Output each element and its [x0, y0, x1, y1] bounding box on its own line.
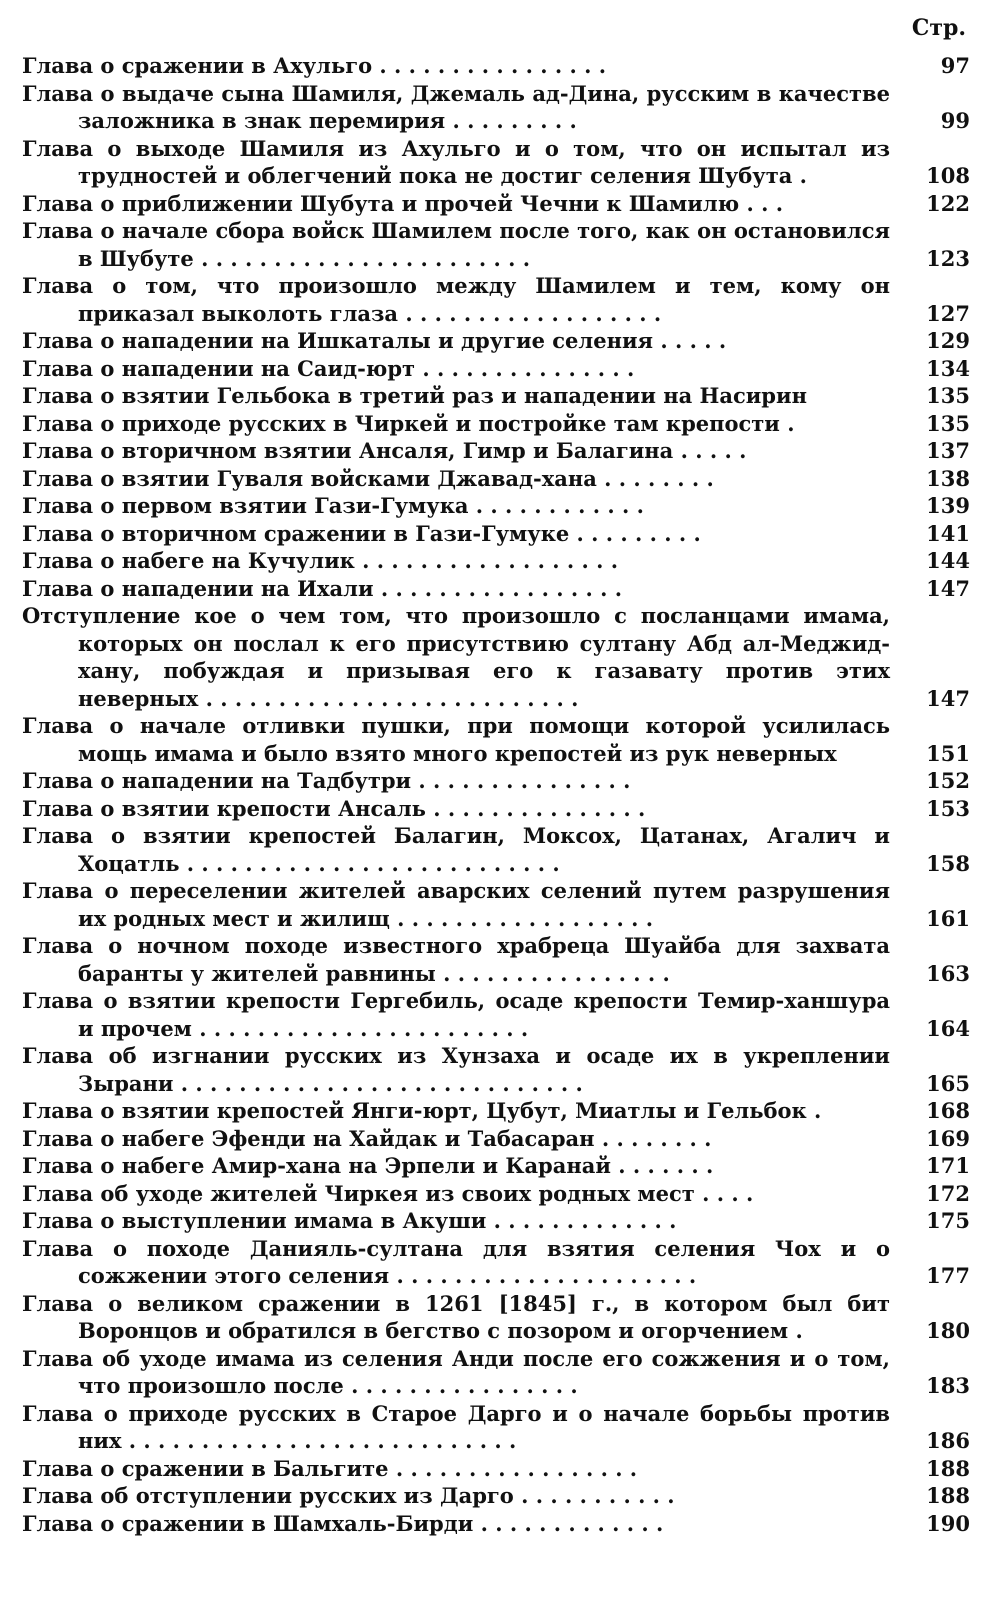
toc-entry-title: Глава о взятии Гельбока в третий раз и нападении на Насирин: [22, 383, 807, 408]
toc-entry-page-number: 161: [926, 905, 970, 931]
toc-entry-title: Глава о приближении Шубута и прочей Чечни к Шамилю . . .: [22, 190, 784, 216]
toc-entry-title: Глава об уходе жителей Чиркея из своих родных мест . . . .: [22, 1180, 754, 1206]
toc-entry-page-number: 152: [926, 768, 970, 793]
toc-entry: [22, 410, 970, 438]
toc-entry-page-number: 175: [926, 1208, 970, 1233]
toc-entry: [22, 437, 970, 465]
toc-entry: [22, 135, 970, 190]
toc-entry-page-number: 135: [926, 410, 970, 436]
toc-entry-title: Глава о сражении в Ахульго . . . . . . . . . . . . . . . .: [22, 53, 607, 78]
toc-entry-page-number: 147: [926, 685, 970, 711]
toc-entry-title: Глава об изгнании русских из Хунзаха и осаде их в укреплении Зырани . . . . . . . . . . . . . . . . . . . . . . . . . . . .: [22, 1043, 890, 1096]
toc-entry: [22, 767, 970, 795]
toc-entry-title: Глава о взятии крепостей Янги-юрт, Цубут, Миатлы и Гельбок .: [22, 1098, 822, 1123]
toc-entry-page-number: 171: [926, 1153, 970, 1178]
toc-entry-title: Глава о ночном походе известного храбреца Шуайба для захвата баранты у жителей равнины . . . . . . . . . . . . . . . .: [22, 933, 890, 986]
toc-entry-title: Глава о взятии крепости Гергебиль, осаде крепости Темир-ханшура и прочем . . . . . . . . . . . . . . . . . . . . . . .: [22, 988, 890, 1041]
toc-entry-page-number: 108: [926, 163, 970, 188]
toc-entry-page-number: 137: [926, 438, 970, 463]
toc-entry-page-number: 169: [926, 1125, 970, 1151]
toc-entry-page-number: 177: [926, 1263, 970, 1288]
toc-entry: [22, 712, 970, 767]
toc-entry-page-number: 134: [926, 355, 970, 381]
toc-entry: [22, 217, 970, 272]
toc-entry-page-number: 135: [926, 383, 970, 408]
toc-entry-page-number: 99: [940, 108, 970, 133]
toc-entry: [22, 1345, 970, 1400]
toc-entry: [22, 1482, 970, 1510]
toc-entry-page-number: 188: [926, 1455, 970, 1481]
toc-entry-title: Глава о выдаче сына Шамиля, Джемаль ад-Дина, русским в качестве заложника в знак перемирия . . . . . . . . .: [22, 80, 890, 133]
toc-entry-page-number: 138: [926, 465, 970, 491]
toc-entry-page-number: 151: [926, 740, 970, 766]
toc-entry-title: Глава о набеге на Кучулик . . . . . . . . . . . . . . . . . .: [22, 548, 619, 573]
toc-entry-page-number: 164: [926, 1015, 970, 1041]
toc-entry: [22, 602, 970, 712]
toc-entry: [22, 1455, 970, 1483]
toc-entry-page-number: 165: [926, 1070, 970, 1096]
page-column-header: Стр.: [911, 15, 966, 41]
toc-entry-page-number: 97: [940, 53, 970, 78]
toc-entry: [22, 520, 970, 548]
toc-entry: [22, 1097, 970, 1125]
toc-entry-title: Глава о нападении на Ишкаталы и другие селения . . . . .: [22, 328, 727, 353]
toc-entry-title: Глава о переселении жителей аварских селений путем разрушения их родных мест и жилищ . . . . . . . . . . . . . . . . . .: [22, 878, 890, 931]
toc-entry-page-number: 183: [926, 1373, 970, 1398]
toc-entry-title: Глава о приходе русских в Чиркей и постройке там крепости .: [22, 410, 795, 436]
toc-entry-title: Глава о том, что произошло между Шамилем и тем, кому он приказал выколоть глаза . . . . . . . . . . . . . . . . . .: [22, 273, 890, 326]
toc-entry: [22, 1125, 970, 1153]
toc-entry-title: Глава о взятии Гуваля войсками Джавад-хана . . . . . . . .: [22, 465, 714, 491]
toc-entry: [22, 932, 970, 987]
toc-entry-page-number: 144: [926, 548, 970, 573]
toc-entry-page-number: 158: [926, 850, 970, 876]
toc-entry: [22, 1180, 970, 1208]
toc-entry: [22, 1207, 970, 1235]
toc-entry: [22, 327, 970, 355]
toc-entry-page-number: 172: [926, 1180, 970, 1206]
toc-entry-title: Глава о начале отливки пушки, при помощи которой усилилась мощь имама и было взято много крепостей из рук неверных: [22, 713, 890, 766]
toc-entry-page-number: 139: [926, 493, 970, 518]
toc-entry-page-number: 153: [926, 795, 970, 821]
toc-entry: [22, 1290, 970, 1345]
toc-entry: [22, 795, 970, 823]
toc-entry-title: Глава о вторичном сражении в Гази-Гумуке . . . . . . . . .: [22, 520, 701, 546]
toc-entry: [22, 877, 970, 932]
toc-entry-title: Глава о походе Данияль-султана для взятия селения Чох и о сожжении этого селения . . . . . . . . . . . . . . . . . . . . .: [22, 1235, 890, 1288]
toc-entry: [22, 987, 970, 1042]
toc-entry-page-number: 147: [926, 575, 970, 601]
toc-entry: [22, 382, 970, 410]
toc-entry: [22, 1400, 970, 1455]
toc-entry: [22, 1042, 970, 1097]
toc-entry-title: Глава о сражении в Шамхаль-Бирди . . . . . . . . . . . . .: [22, 1510, 664, 1536]
toc-entry-page-number: 127: [926, 300, 970, 326]
toc-entry-title: Глава о набеге Эфенди на Хайдак и Табасаран . . . . . . . .: [22, 1125, 712, 1151]
table-of-contents: [22, 52, 970, 1537]
toc-entry: [22, 190, 970, 218]
toc-entry-page-number: 186: [926, 1428, 970, 1453]
toc-entry-title: Глава о великом сражении в 1261 [1845] г., в котором был бит Воронцов и обратился в бегство с позором и огорчением .: [22, 1290, 890, 1343]
toc-entry-page-number: 123: [926, 245, 970, 271]
toc-entry-page-number: 190: [926, 1510, 970, 1536]
toc-entry-title: Глава о выступлении имама в Акуши . . . . . . . . . . . . .: [22, 1208, 677, 1233]
toc-entry: [22, 547, 970, 575]
toc-entry: [22, 272, 970, 327]
toc-entry-title: Глава о сражении в Бальгите . . . . . . . . . . . . . . . . .: [22, 1455, 638, 1481]
toc-entry-title: Глава о вторичном взятии Ансаля, Гимр и Балагина . . . . .: [22, 438, 747, 463]
toc-entry-title: Отступление кое о чем том, что произошло с посланцами имама, которых он послал к его присутствию султану Абд ал-Меджид-хану, побуждая и призывая его к газавату против этих неверных . . . . . . . . . . . . . . . . . . . . . . . . . .: [22, 603, 890, 711]
toc-entry-page-number: 122: [926, 190, 970, 216]
toc-entry: [22, 1235, 970, 1290]
toc-entry-page-number: 141: [926, 520, 970, 546]
toc-entry: [22, 1152, 970, 1180]
toc-entry-title: Глава о нападении на Тадбутри . . . . . . . . . . . . . . .: [22, 768, 631, 793]
toc-entry-page-number: 180: [926, 1318, 970, 1343]
toc-entry-title: Глава о начале сбора войск Шамилем после того, как он остановился в Шубуте . . . . . . . . . . . . . . . . . . . . . . .: [22, 218, 890, 271]
toc-entry-title: Глава о приходе русских в Старое Дарго и о начале борьбы против них . . . . . . . . . . . . . . . . . . . . . . . . . . .: [22, 1400, 890, 1453]
toc-entry: [22, 822, 970, 877]
toc-entry-title: Глава о нападении на Саид-юрт . . . . . . . . . . . . . . .: [22, 355, 635, 381]
toc-entry-title: Глава о взятии крепостей Балагин, Моксох, Цатанах, Агалич и Хоцатль . . . . . . . . . . . . . . . . . . . . . . . . . .: [22, 823, 890, 876]
toc-entry: [22, 492, 970, 520]
toc-entry: [22, 1510, 970, 1538]
toc-entry-page-number: 163: [926, 960, 970, 986]
toc-entry-title: Глава о взятии крепости Ансаль . . . . . . . . . . . . . . .: [22, 795, 646, 821]
toc-entry: [22, 80, 970, 135]
toc-entry-title: Глава о выходе Шамиля из Ахульго и о том, что он испытал из трудностей и облегчений пока не достиг селения Шубута .: [22, 135, 890, 188]
toc-entry: [22, 575, 970, 603]
toc-entry-page-number: 168: [926, 1098, 970, 1123]
toc-entry: [22, 52, 970, 80]
toc-entry-page-number: 129: [926, 328, 970, 353]
toc-entry-title: Глава о набеге Амир-хана на Эрпели и Каранай . . . . . . .: [22, 1153, 714, 1178]
toc-entry-title: Глава об уходе имама из селения Анди после его сожжения и о том, что произошло после . . . . . . . . . . . . . . . .: [22, 1345, 890, 1398]
toc-entry-title: Глава о первом взятии Гази-Гумука . . . . . . . . . . . .: [22, 493, 644, 518]
toc-entry: [22, 465, 970, 493]
toc-entry-page-number: 188: [926, 1483, 970, 1508]
toc-entry-title: Глава об отступлении русских из Дарго . . . . . . . . . . .: [22, 1483, 675, 1508]
toc-entry: [22, 355, 970, 383]
toc-entry-title: Глава о нападении на Ихали . . . . . . . . . . . . . . . . .: [22, 575, 623, 601]
